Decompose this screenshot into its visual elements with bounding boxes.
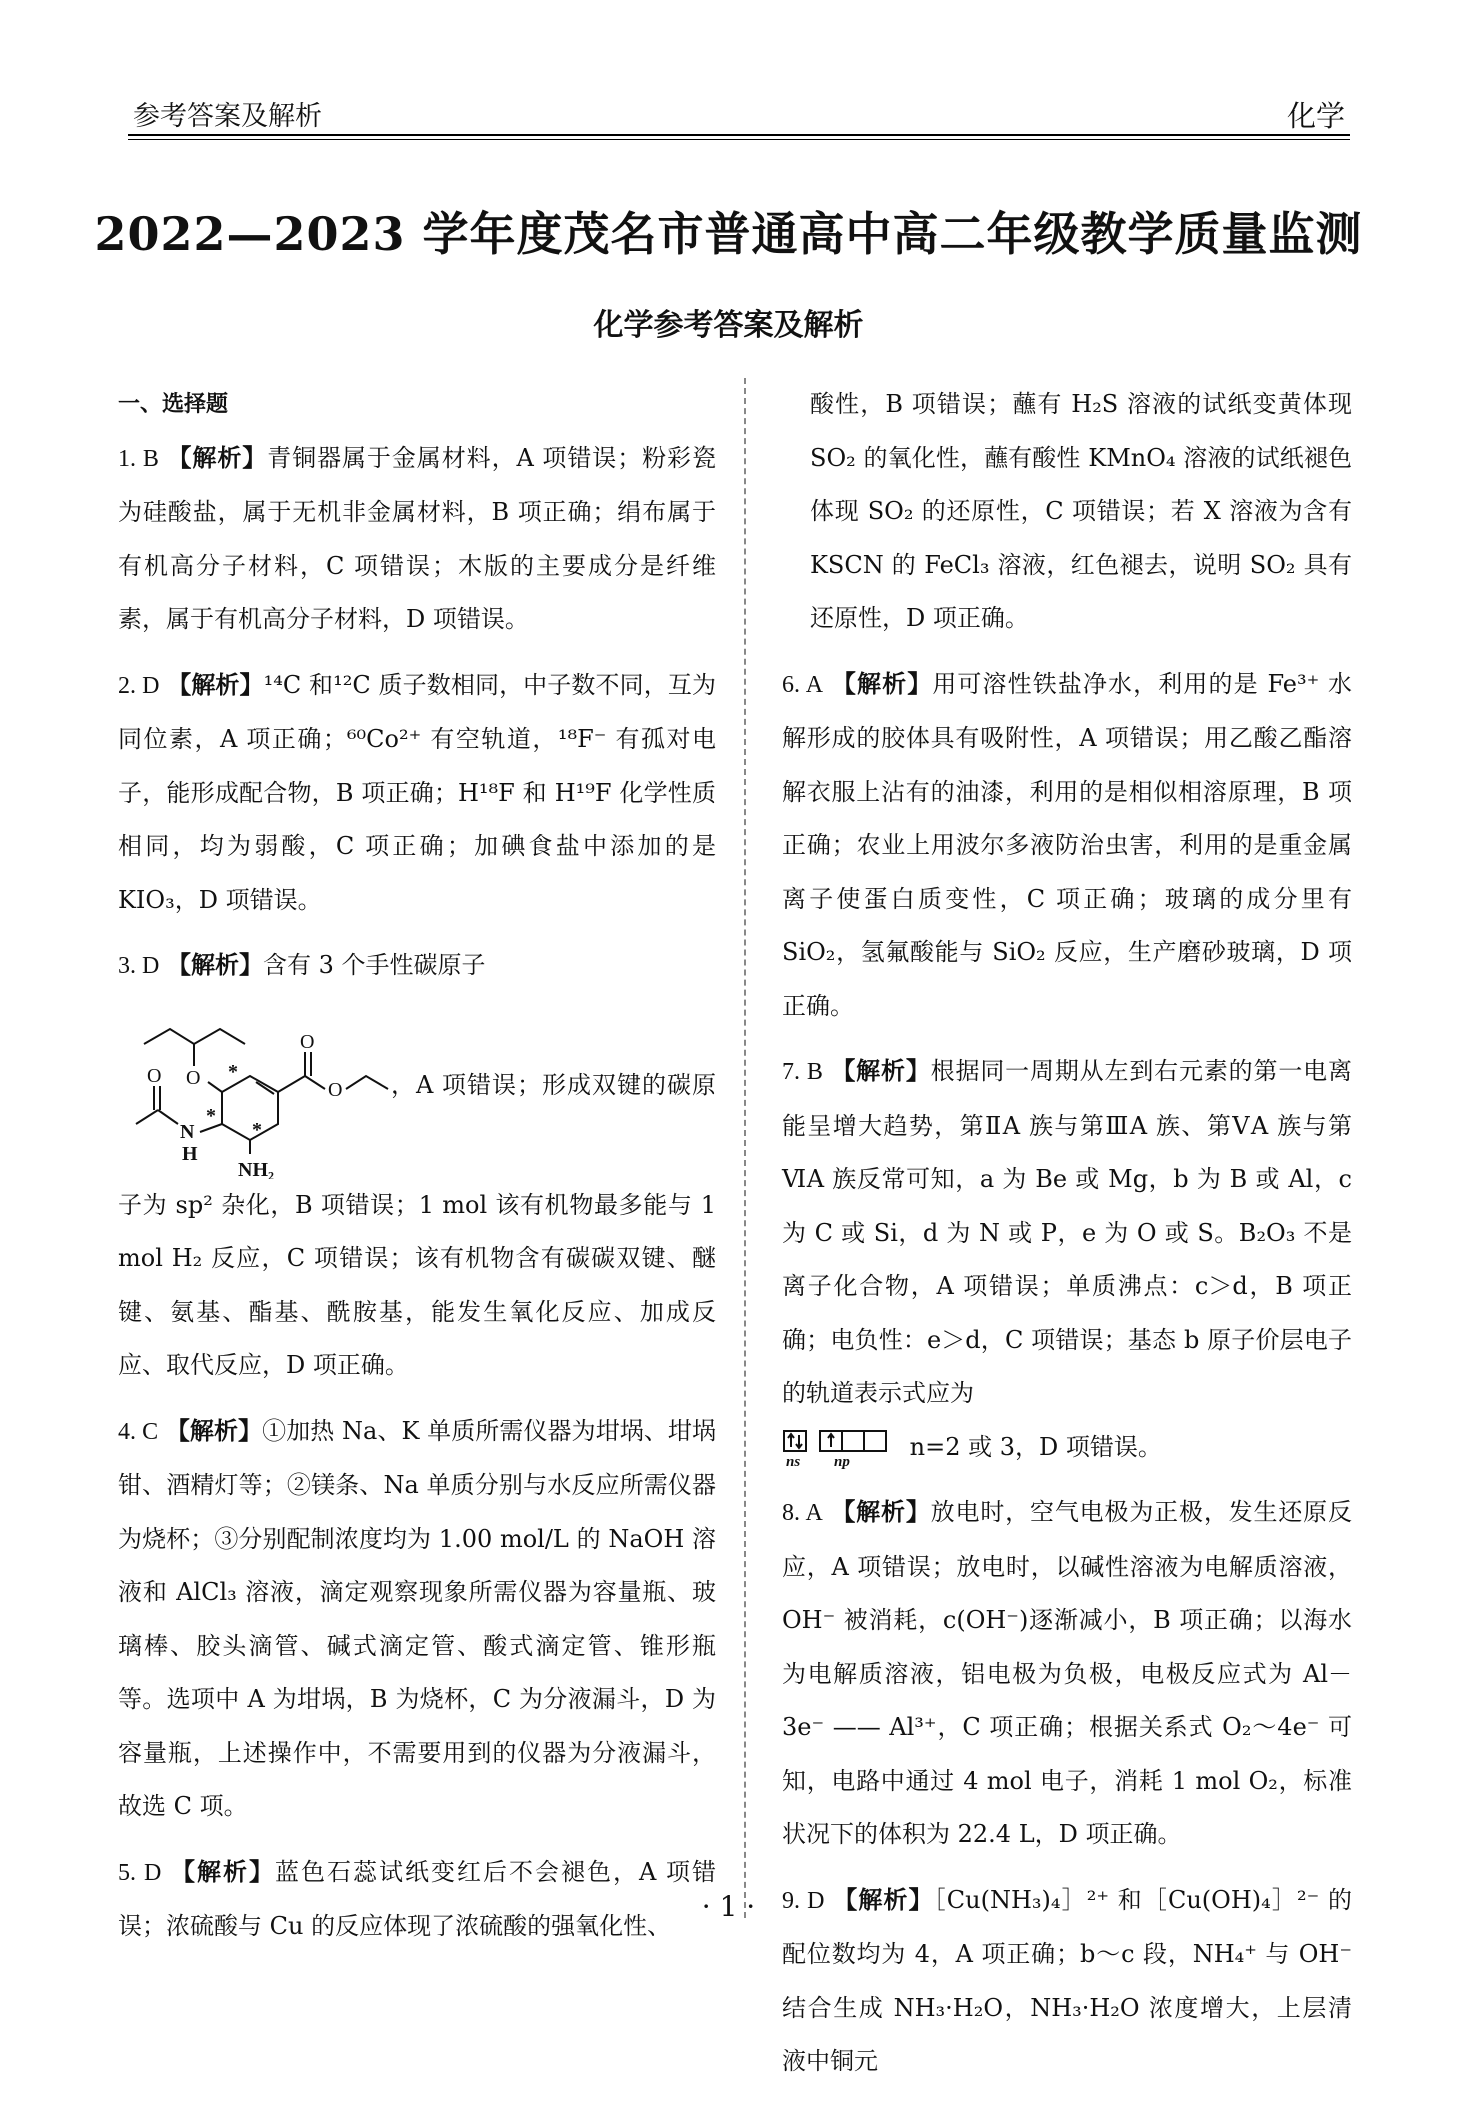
right-column [782, 378, 1352, 2101]
left-column [118, 378, 716, 1966]
np-label: np [834, 1454, 850, 1469]
item-number: 4. C [118, 1418, 159, 1445]
answer-item-8 [782, 1486, 1352, 1862]
answer-item-1 [118, 432, 716, 647]
oxygen-label: O [328, 1078, 343, 1101]
analysis-tag: 【解析】 [170, 1857, 275, 1886]
oxygen-label: O [300, 1030, 315, 1053]
item-text: n=2 或 3，D 项错误。 [909, 1432, 1162, 1461]
page-title: 2022—2023 学年度茂名市普通高中高二年级教学质量监测 [94, 207, 1363, 261]
answer-item-3 [118, 939, 716, 1393]
nitrogen-label: N [180, 1120, 195, 1143]
header-rule [128, 134, 1350, 140]
analysis-tag: 【解析】 [831, 1057, 931, 1085]
orbital-diagram [782, 1427, 902, 1469]
answer-item-2 [118, 659, 716, 928]
item-text: 放电时，空气电极为正极，发生还原反应，A 项错误；放电时，以碱性溶液为电解质溶液，OH⁻ 被消耗，c(OH⁻)逐渐减小，B 项正确；以海水为电解质溶液，铝电极为负极，电极反应式为 Al－3e⁻ —— Al³⁺，C 项正确；根据关系式 O₂～4e⁻ 可知，电路中通过 4 mol 电子，消耗 1 mol O₂，标准状况下的体积为 22.4 L，D 项正确。 [782, 1498, 1352, 1848]
item-number: 7. B [782, 1059, 823, 1085]
item-text: 用可溶性铁盐净水，利用的是 Fe³⁺ 水解形成的胶体具有吸附性，A 项错误；用乙酸乙酯溶解衣服上沾有的油漆，利用的是相似相溶原理，B 项正确；农业上用波尔多液防治虫害，利用的是重金属离子使蛋白质变性，C 项正确；玻璃的成分里有 SiO₂，氢氟酸能与 SiO₂ 反应，生产磨砂玻璃，D 项正确。 [782, 669, 1353, 1020]
answer-item-4 [118, 1405, 716, 1834]
item-text: ①加热 Na、K 单质所需仪器为坩埚、坩埚钳、酒精灯等；②镁条、Na 单质分别与水反应所需仪器为烧杯；③分别配制浓度均为 1.00 mol/L 的 NaOH 溶液和 AlCl₃ 溶液，滴定观察现象所需仪器为容量瓶、玻璃棒、胶头滴管、碱式滴定管、酸式滴定管、锥形瓶等。选项中 A 为坩埚，B 为烧杯，C 为分液漏斗，D 为容量瓶，上述操作中，不需要用到的仪器为分液漏斗，故选 C 项。 [118, 1416, 717, 1820]
analysis-tag: 【解析】 [831, 1498, 931, 1526]
answer-item-7 [782, 1045, 1352, 1474]
item-number: 9. D [782, 1887, 825, 1914]
chiral-star: * [252, 1118, 262, 1141]
analysis-tag: 【解析】 [833, 1885, 934, 1914]
ns-label: ns [786, 1454, 801, 1469]
analysis-tag: 【解析】 [831, 669, 933, 698]
page-number: · 1 · [701, 1890, 756, 1923]
item-text: 蓝色石蕊试纸变红后不会褪色，A 项错误；浓硫酸与 Cu 的反应体现了浓硫酸的强氧化性、 [118, 1857, 716, 1940]
item-number: 8. A [782, 1500, 823, 1526]
item-text: 含有 3 个手性碳原子 [262, 951, 486, 979]
analysis-tag: 【解析】 [167, 443, 268, 472]
item-number: 5. D [118, 1859, 162, 1886]
page-subtitle: 化学参考答案及解析 [593, 308, 864, 343]
item-number: 1. B [118, 445, 159, 472]
header-left: 参考答案及解析 [133, 101, 322, 132]
item-text: ［Cu(NH₃)₄］²⁺ 和［Cu(OH)₄］²⁻ 的配位数均为 4，A 项正确；b～c 段，NH₄⁺ 与 OH⁻ 结合生成 NH₃·H₂O，NH₃·H₂O 浓度增大，上层清液中铜元 [782, 1885, 1352, 2075]
item-number: 3. D [118, 953, 160, 979]
amine-label: NH₂ [238, 1158, 274, 1179]
section-heading: 一、选择题 [118, 392, 229, 417]
item-number: 2. D [118, 672, 160, 699]
hydrogen-label: H [182, 1142, 198, 1165]
analysis-tag: 【解析】 [167, 670, 264, 699]
header-right: 化学 [1286, 99, 1345, 133]
analysis-tag: 【解析】 [166, 951, 263, 979]
item-text: ，A 项错误；形成双键的碳原子为 sp² 杂化，B 项错误；1 mol 该有机物最多能与 1 mol H₂ 反应，C 项错误；该有机物含有碳碳双键、醚键、氨基、酯基、酰胺基，能发生氧化反应、加成反应、取代反应，D 项正确。 [118, 1070, 716, 1379]
item-number: 6. A [782, 671, 824, 698]
item-text: 根据同一周期从左到右元素的第一电离能呈增大趋势，第ⅡA 族与第ⅢA 族、第ⅤA 族与第ⅥA 族反常可知，a 为 Be 或 Mg，b 为 B 或 Al，c 为 C 或 Si，d 为 N 或 P，e 为 O 或 S。B₂O₃ 不是离子化合物，A 项错误；单质沸点：c＞d，B 项正确；电负性：e＞d，C 项错误；基态 b 原子价层电子的轨道表示式应为 [782, 1057, 1352, 1407]
item-text: 酸性，B 项错误；蘸有 H₂S 溶液的试纸变黄体现 SO₂ 的氧化性，蘸有酸性 KMnO₄ 溶液的试纸褪色体现 SO₂ 的还原性，C 项错误；若 X 溶液为含有 KSCN 的 FeCl₃ 溶液，红色褪去，说明 SO₂ 具有还原性，D 项正确。 [810, 390, 1352, 632]
oxygen-label: O [147, 1064, 162, 1087]
answer-item-5-continued [782, 378, 1352, 646]
item-text: 青铜器属于金属材料，A 项错误；粉彩瓷为硅酸盐，属于无机非金属材料，B 项正确；绢布属于有机高分子材料，C 项错误；木版的主要成分是纤维素，属于有机高分子材料，D 项错误。 [118, 443, 716, 633]
chiral-star: * [206, 1104, 216, 1127]
item-text: ¹⁴C 和¹²C 质子数相同，中子数不同，互为同位素，A 项正确；⁶⁰Co²⁺ 有空轨道，¹⁸F⁻ 有孤对电子，能形成配合物，B 项正确；H¹⁸F 和 H¹⁹F 化学性质相同，均为弱酸，C 项正确；加碘食盐中添加的是 KIO₃，D 项错误。 [118, 670, 716, 914]
analysis-tag: 【解析】 [165, 1416, 263, 1445]
oxygen-label: O [186, 1066, 201, 1089]
column-divider [744, 378, 746, 1918]
molecule-structure [130, 994, 390, 1179]
chiral-star: * [228, 1060, 238, 1083]
answer-item-6 [782, 658, 1352, 1034]
